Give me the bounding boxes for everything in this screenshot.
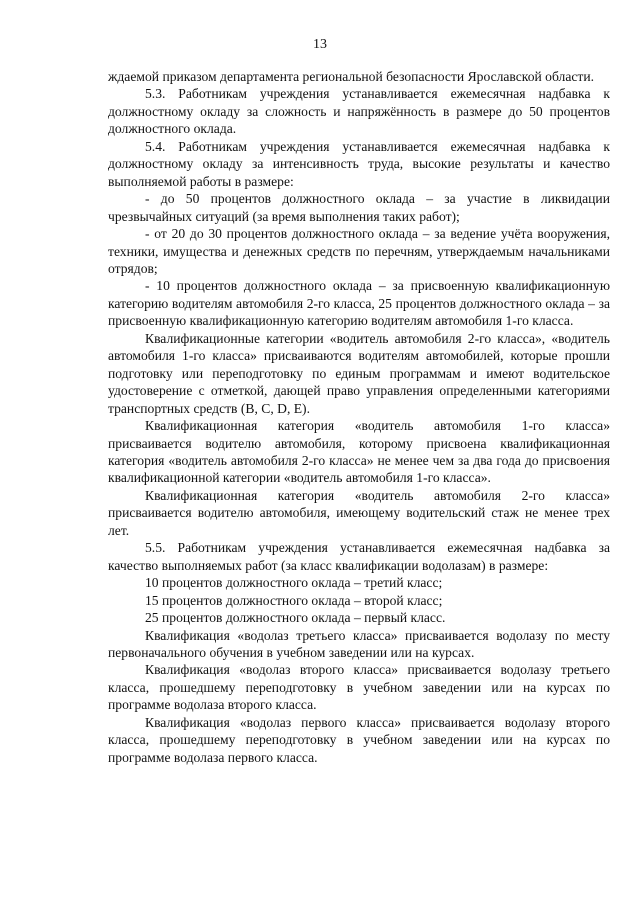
list-item-accounting: - от 20 до 30 процентов должностного оклада – за ведение учёта вооружения, техники, имущества и денежных средств по перечням, утверждаемым начальниками отрядов;: [108, 226, 610, 276]
list-item-diver-second: 15 процентов должностного оклада – второй класс;: [145, 592, 443, 608]
paragraph-driver-class-1: Квалификационная категория «водитель автомобиля 1-го класса» присваивается водителю автомобиля, которому присвоена квалификационная категория «водитель автомобиля 2-го класса» не менее чем за два года до присвоения квалификационной категории «водитель автомобиля 1-го класса».: [108, 418, 610, 486]
list-item-diver-first: 25 процентов должностного оклада – первый класс.: [145, 610, 446, 626]
paragraph-continuation: ждаемой приказом департамента региональной безопасности Ярославской области.: [108, 69, 595, 84]
paragraph-diver-second-class: Квалификация «водолаз второго класса» присваивается водолазу третьего класса, прошедшему переподготовку в учебном заведении или на курсах по программе водолаза второго класса.: [108, 662, 610, 713]
paragraph-diver-first-class: Квалификация «водолаз первого класса» присваивается водолазу второго класса, прошедшему переподготовку в учебном заведении или на курсах по программе водолаза первого класса.: [108, 714, 610, 765]
paragraph-5-4: 5.4. Работникам учреждения устанавливается ежемесячная надбавка к должностному окладу за интенсивность труда, высокие результаты и качество выполняемой работы в размере:: [108, 138, 610, 189]
list-item-diver-third: 10 процентов должностного оклада – третий класс;: [145, 575, 443, 591]
paragraph-5-5: 5.5. Работникам учреждения устанавливается ежемесячная надбавка за качество выполняемых работ (за класс квалификации водолазам) в размере:: [108, 540, 610, 573]
paragraph-5-3: 5.3. Работникам учреждения устанавливается ежемесячная надбавка к должностному окладу за сложность и напряжённость в размере до 50 процентов должностного оклада.: [108, 86, 610, 137]
document-body: [108, 68, 610, 766]
page-number: 13: [313, 37, 327, 52]
list-item-driver-category: - 10 процентов должностного оклада – за присвоенную квалификационную категорию водителям автомобиля 2-го класса, 25 процентов должностного оклада – за присвоенную квалификационную категорию водителям автомобиля 1-го класса.: [108, 278, 610, 329]
list-item-emergency: - до 50 процентов должностного оклада – за участие в ликвидации чрезвычайных ситуаций (за время выполнения таких работ);: [108, 191, 610, 224]
paragraph-driver-class-2: Квалификационная категория «водитель автомобиля 2-го класса» присваивается водителю автомобиля, имеющему водительский стаж не менее трех лет.: [108, 487, 610, 538]
paragraph-driver-categories: Квалификационные категории «водитель автомобиля 2-го класса», «водитель автомобиля 1-го класса» присваиваются водителям автомобилей, которые прошли подготовку или переподготовку по единым программам и имеют водительское удостоверение с отметкой, дающей право управления определенными категориями транспортных средств (B, C, D, E).: [108, 330, 610, 416]
paragraph-diver-third-class: Квалификация «водолаз третьего класса» присваивается водолазу по месту первоначального обучения в учебном заведении или на курсах.: [108, 627, 610, 660]
